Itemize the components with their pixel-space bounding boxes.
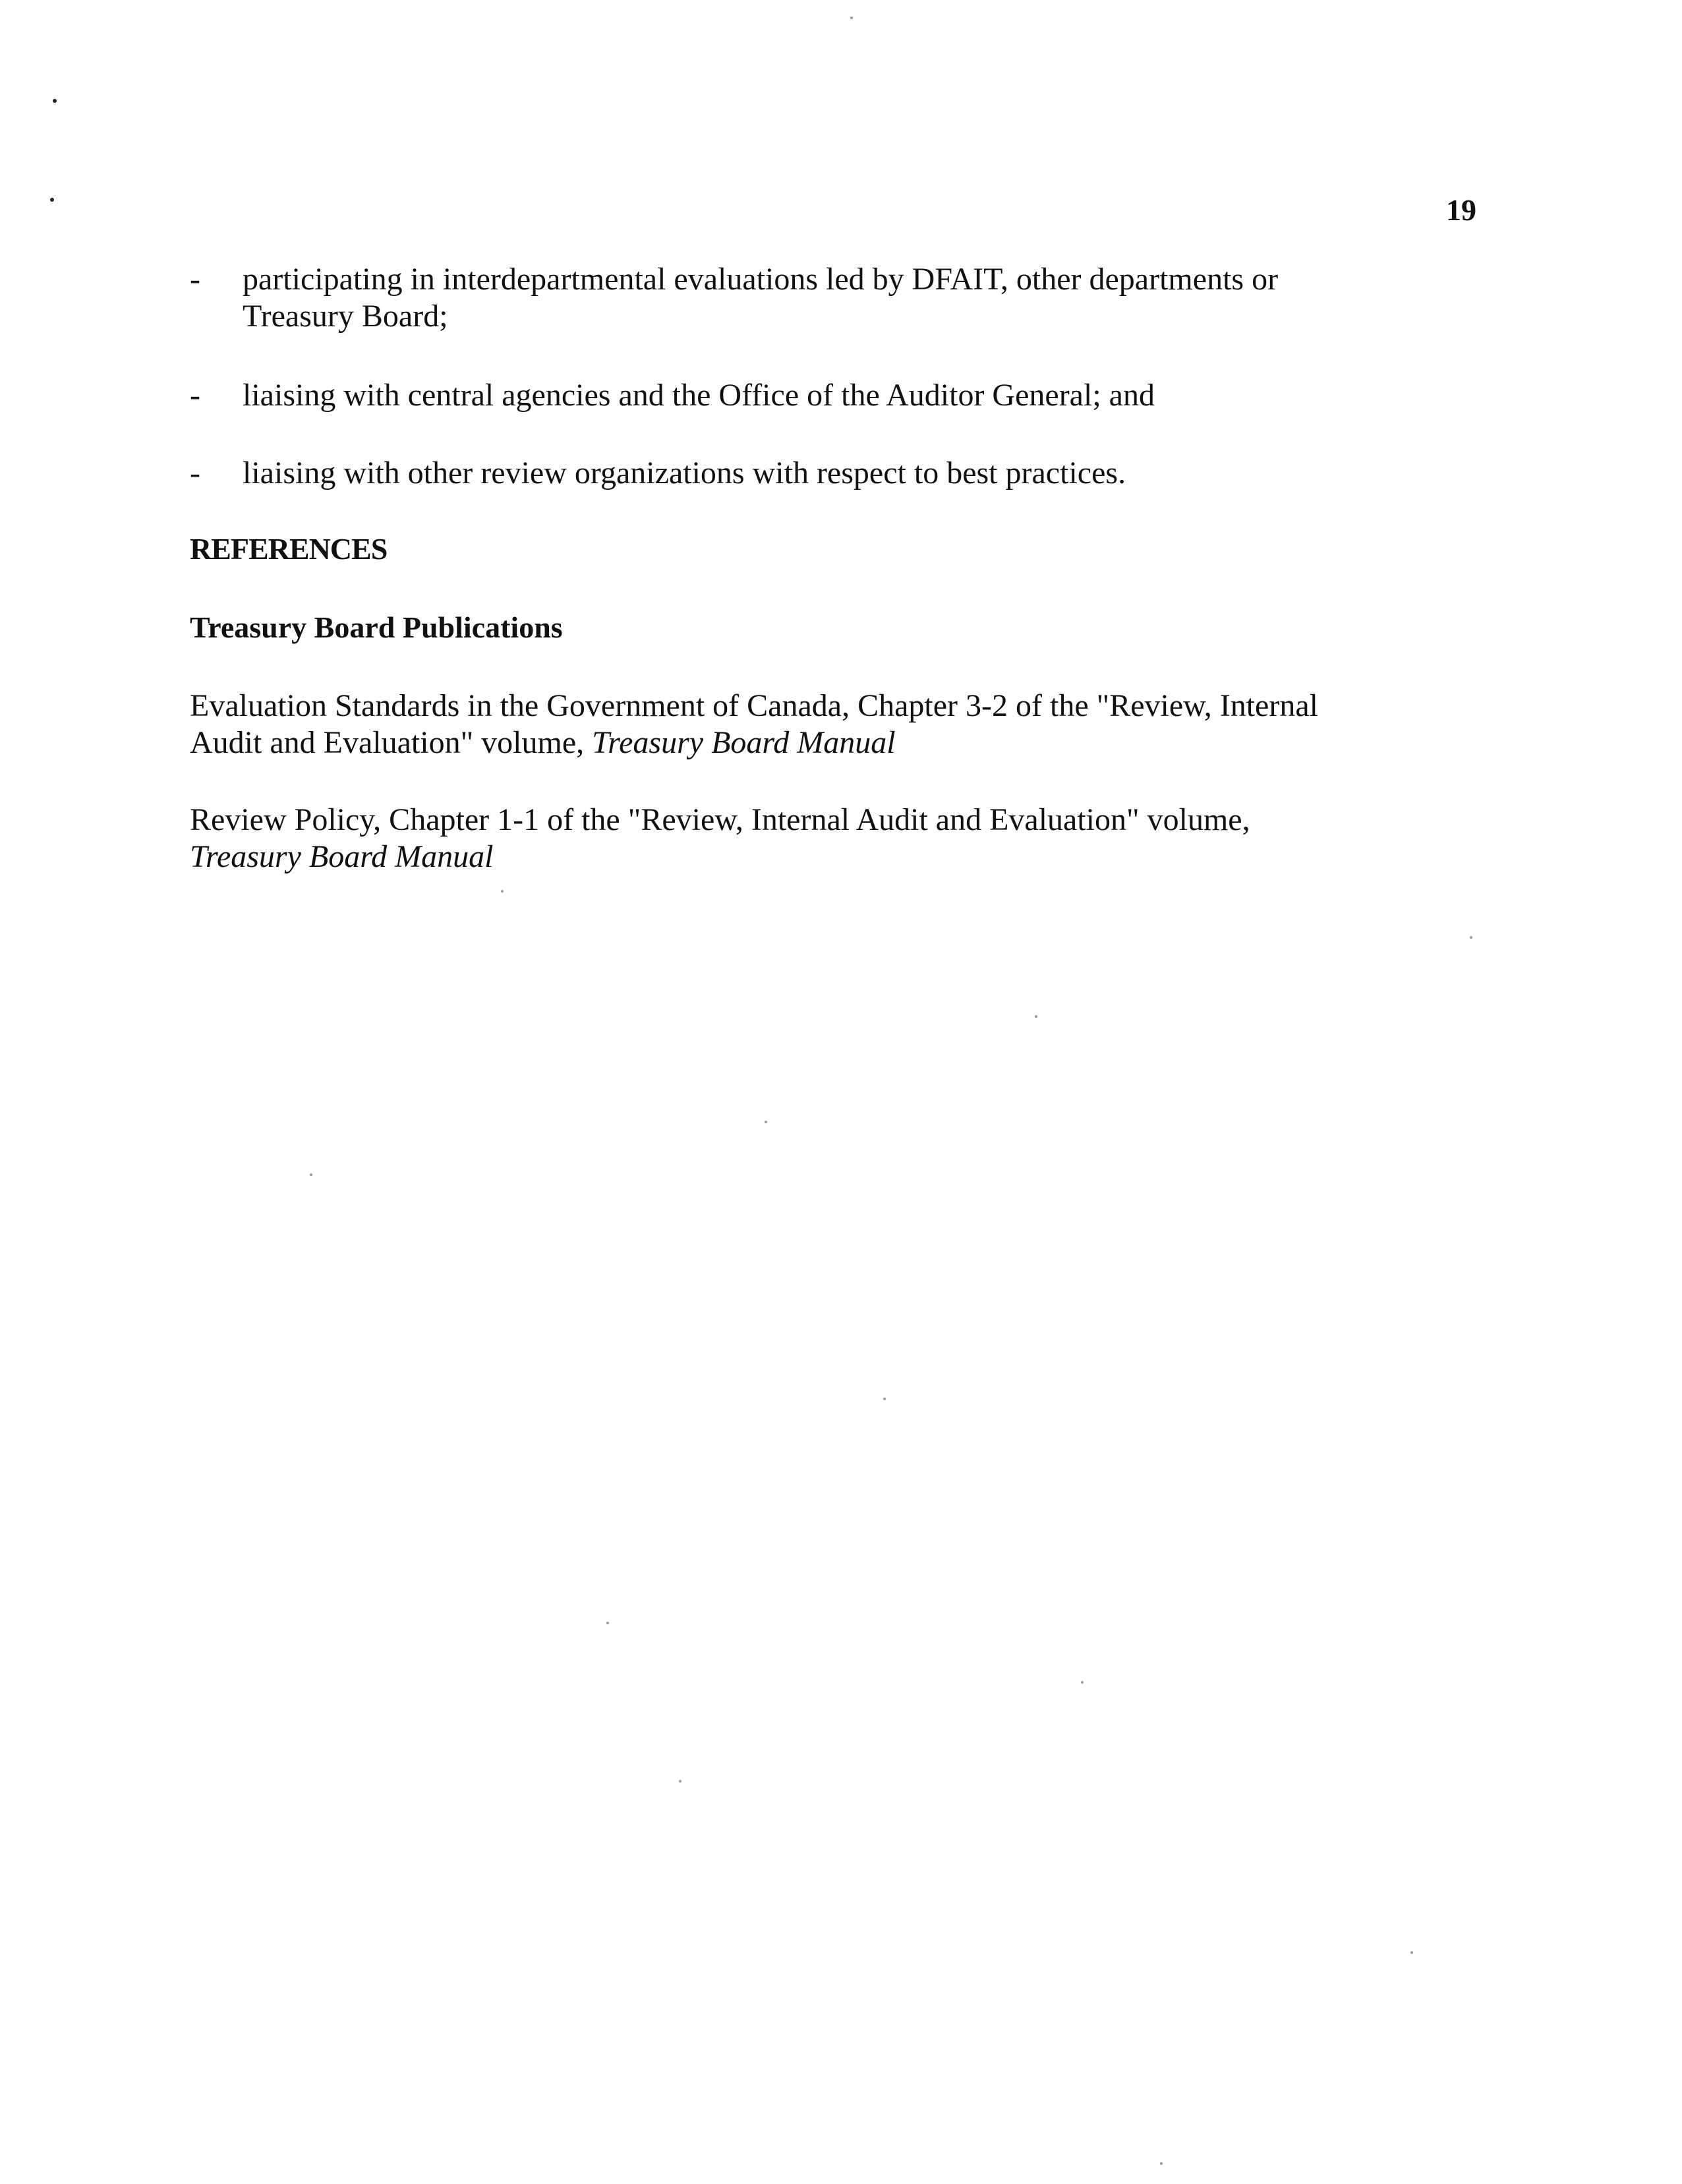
scan-speck [883, 1398, 886, 1400]
reference-source-title: Treasury Board Manual [592, 725, 896, 760]
scan-speck [310, 1173, 312, 1176]
reference-text: Audit and Evaluation" volume, [190, 725, 593, 760]
reference-entry [190, 802, 1508, 875]
bullet-dash: - [190, 378, 200, 413]
list-item-line: Treasury Board; [243, 299, 448, 334]
scan-speck [501, 890, 504, 893]
reference-entry [190, 688, 1508, 761]
bullet-dash: - [190, 456, 200, 490]
list-item-text [243, 261, 1561, 335]
reference-line: Review Policy, Chapter 1-1 of the "Review, Internal Audit and Evaluation" volume, [190, 802, 1250, 837]
list-item-text [243, 455, 1561, 492]
list-item-line: participating in interdepartmental evaluations led by DFAIT, other departments or [243, 262, 1279, 297]
scan-speck [679, 1780, 682, 1783]
scan-speck [606, 1622, 609, 1624]
scan-speck [765, 1121, 767, 1123]
list-item-text [243, 377, 1561, 414]
scan-speck [1470, 936, 1472, 939]
reference-line [190, 724, 1508, 761]
scan-speck [50, 198, 54, 202]
scan-speck [53, 99, 57, 103]
page-number: 19 [1446, 193, 1476, 227]
scan-speck [850, 16, 853, 19]
references-heading: REFERENCES [190, 532, 388, 566]
reference-source-title: Treasury Board Manual [190, 839, 494, 874]
scan-speck [1160, 2162, 1163, 2165]
reference-line: Evaluation Standards in the Government of Canada, Chapter 3-2 of the "Review, Internal [190, 688, 1318, 723]
scan-speck [1081, 1681, 1084, 1684]
scan-speck [1035, 1015, 1037, 1018]
reference-line [190, 839, 1508, 875]
list-item-line: liaising with other review organizations with respect to best practices. [243, 456, 1126, 490]
list-item-line: liaising with central agencies and the Office of the Auditor General; and [243, 378, 1155, 413]
bullet-dash: - [190, 262, 200, 297]
scan-speck [1410, 1951, 1413, 1954]
publications-subheading: Treasury Board Publications [190, 610, 563, 644]
